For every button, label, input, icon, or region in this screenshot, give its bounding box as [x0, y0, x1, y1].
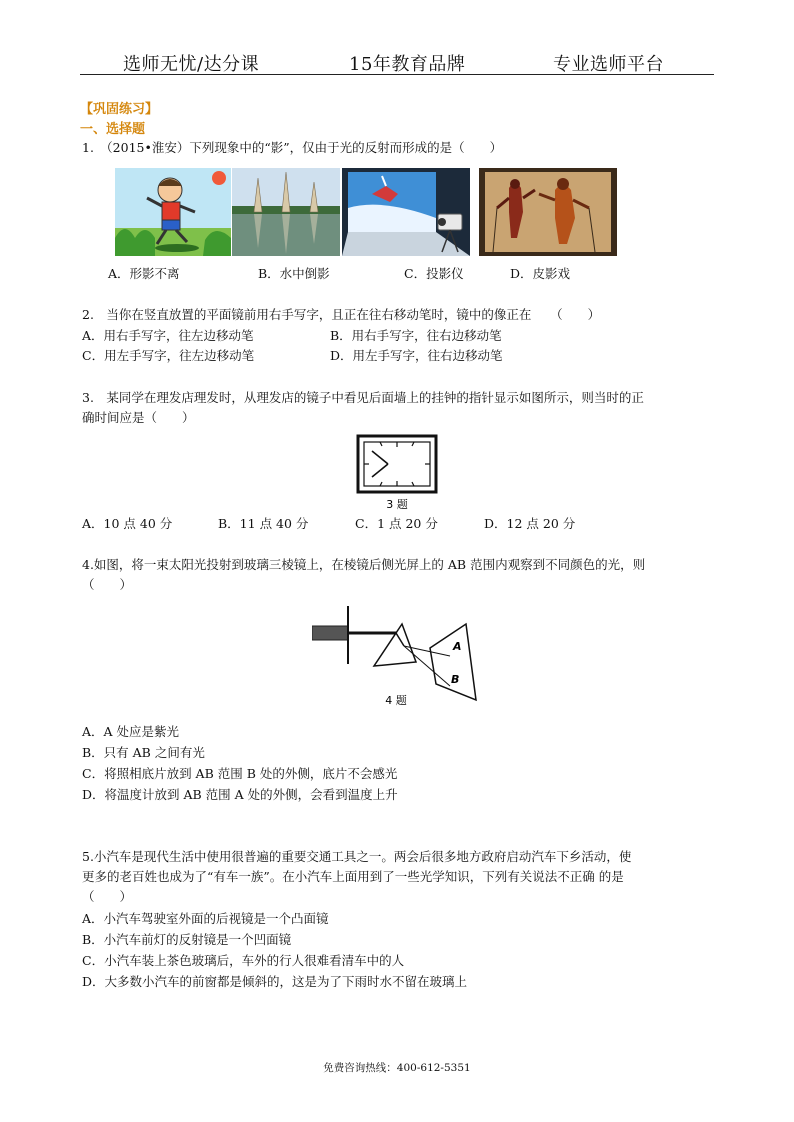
q3-stem-line1: 3. 某同学在理发店理发时，从理发店的镜子中看见后面墙上的挂钟的指针显示如图所示，则当时的正: [82, 390, 644, 405]
q2-stem: 2. 当你在竖直放置的平面镜前用右手写字，且正在往右移动笔时，镜中的像正在 （ ）: [82, 307, 601, 322]
q4-stem-line1: 4.如图，将一束太阳光投射到玻璃三棱镜上，在棱镜后侧光屏上的 AB 范围内观察到不同颜色的光，则: [82, 557, 646, 572]
q1-stem: 1. （2015•淮安）下列现象中的“影”，仅由于光的反射而形成的是（ ）: [82, 140, 503, 155]
q3-figure-caption: 3 题: [386, 498, 408, 511]
q2-option-b: B．用右手写字，往右边移动笔: [330, 328, 502, 343]
q2-option-d: D．用左手写字，往右边移动笔: [330, 348, 503, 363]
q5-option-d: D．大多数小汽车的前窗都是倾斜的，这是为了下雨时水不留在玻璃上: [82, 974, 468, 989]
q4-label-b: B: [451, 673, 460, 686]
q1-image-projector: [342, 168, 470, 256]
q3-option-d: D．12 点 20 分: [484, 516, 576, 531]
section-subtitle: 一、选择题: [80, 122, 146, 137]
q4-label-a: A: [453, 640, 462, 653]
page-footer: 免费咨询热线：400-612-5351: [323, 1062, 471, 1074]
q1-image-boy-shadow: [115, 168, 231, 256]
q4-option-a: A．A 处应是紫光: [82, 724, 180, 739]
q1-option-c: C．投影仪: [404, 266, 464, 281]
header-center: 15年教育品牌: [349, 54, 466, 75]
header-left: 选师无忧/达分课: [123, 54, 260, 75]
q5-stem-line3: （ ）: [82, 889, 133, 904]
q3-option-b: B．11 点 40 分: [218, 516, 309, 531]
q2-option-a: A．用右手写字，往左边移动笔: [82, 328, 254, 343]
header-rule: [80, 74, 714, 75]
q5-option-a: A．小汽车驾驶室外面的后视镜是一个凸面镜: [82, 911, 329, 926]
q1-option-a: A．形影不离: [108, 266, 180, 281]
q1-image-water-reflection: [232, 168, 340, 256]
q4-option-c: C．将照相底片放到 AB 范围 B 处的外侧，底片不会感光: [82, 766, 398, 781]
q5-option-b: B．小汽车前灯的反射镜是一个凹面镜: [82, 932, 292, 947]
q3-option-a: A．10 点 40 分: [82, 516, 173, 531]
q3-stem-line2: 确时间应是（ ）: [82, 410, 195, 425]
q1-option-d: D．皮影戏: [510, 266, 571, 281]
q2-option-c: C．用左手写字，往左边移动笔: [82, 348, 255, 363]
q3-clock-figure: [354, 434, 440, 514]
q1-image-shadow-puppet: [479, 168, 617, 256]
q5-stem-line2: 更多的老百姓也成为了“有车一族”。在小汽车上面用到了一些光学知识，下列有关说法不正确 的是: [82, 869, 624, 884]
q4-option-b: B．只有 AB 之间有光: [82, 745, 205, 760]
section-title: 【巩固练习】: [80, 102, 159, 117]
q5-stem-line1: 5.小汽车是现代生活中使用很普遍的重要交通工具之一。两会后很多地方政府启动汽车下乡活动，使: [82, 849, 632, 864]
q4-option-d: D．将温度计放到 AB 范围 A 处的外侧，会看到温度上升: [82, 787, 398, 802]
q1-option-b: B．水中倒影: [258, 266, 330, 281]
header-right: 专业选师平台: [553, 54, 664, 75]
q5-option-c: C．小汽车装上茶色玻璃后，车外的行人很难看清车中的人: [82, 953, 405, 968]
q3-option-c: C．1 点 20 分: [355, 516, 438, 531]
q4-figure-caption: 4 题: [385, 694, 407, 707]
q4-stem-line2: （ ）: [82, 577, 133, 592]
q4-prism-figure: [312, 604, 478, 712]
